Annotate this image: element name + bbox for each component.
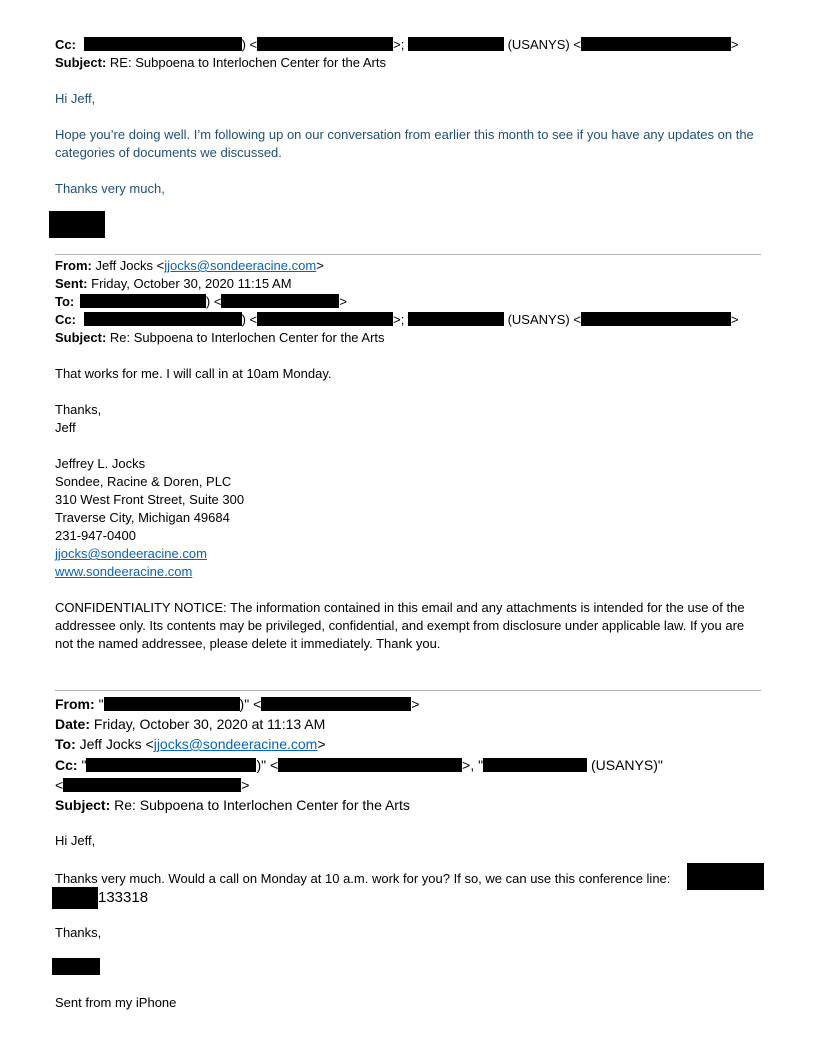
punct: > — [730, 37, 739, 52]
email1-cc-line — [55, 36, 739, 54]
punct: ) < — [241, 312, 258, 327]
sent-label: Sent: — [55, 276, 88, 291]
email3-to-line — [55, 734, 326, 754]
signature-redaction — [52, 958, 100, 975]
cc-label: Cc: — [55, 37, 76, 52]
punct: < — [569, 37, 581, 52]
email2-from-name: Jeff Jocks — [95, 258, 154, 273]
divider — [55, 690, 761, 691]
email3-subject-line — [55, 795, 410, 815]
punct: )" < — [239, 696, 262, 712]
email2-body: That works for me. I will call in at 10am Monday. — [55, 366, 332, 381]
redaction — [257, 312, 393, 326]
punct: >; — [393, 37, 408, 52]
email1-body: Hope you’re doing well. I’m following up on our conversation from earlier this month to see if you have any updates on the categories of documents we discussed. — [55, 127, 754, 160]
to-label: To: — [55, 294, 75, 309]
email3-cc-line — [55, 755, 663, 775]
cc-usanys: (USANYS) — [507, 312, 570, 327]
email3-to-name: Jeff Jocks — [79, 736, 142, 752]
email2-from-email-link[interactable]: jjocks@sondeeracine.com — [164, 258, 317, 273]
signature-address1: 310 West Front Street, Suite 300 — [55, 492, 245, 507]
conference-code-redaction — [52, 887, 98, 909]
email2-sent: Friday, October 30, 2020 11:15 AM — [91, 276, 292, 291]
conference-line-redaction — [687, 863, 764, 890]
email2-subject: Re: Subpoena to Interlochen Center for the Arts — [109, 330, 385, 345]
divider — [55, 254, 761, 255]
redaction — [261, 697, 411, 711]
email3-sent-from: Sent from my iPhone — [55, 995, 177, 1010]
punct: > — [411, 696, 420, 712]
email1-greeting: Hi Jeff, — [55, 91, 96, 106]
date-label: Date: — [55, 716, 91, 732]
punct: > — [339, 294, 348, 309]
redaction — [86, 758, 256, 772]
email2-subject-line — [55, 329, 385, 347]
punct: ) < — [205, 294, 222, 309]
cc-label: Cc: — [55, 757, 78, 773]
punct: >, " — [462, 757, 484, 773]
signature-redaction — [49, 211, 105, 238]
email2-sign: Jeff — [55, 420, 76, 435]
email3-to-email-link[interactable]: jjocks@sondeeracine.com — [153, 736, 318, 752]
redaction — [84, 37, 242, 51]
email3-from-line — [55, 694, 419, 714]
email3-date: Friday, October 30, 2020 at 11:13 AM — [93, 716, 326, 732]
email2-to-line — [55, 293, 347, 311]
email2-sent-line — [55, 275, 292, 293]
punct: " — [98, 696, 104, 712]
punct: ) < — [241, 37, 258, 52]
to-label: To: — [55, 736, 76, 752]
subject-label: Subject: — [55, 55, 107, 70]
redaction — [84, 312, 242, 326]
subject-label: Subject: — [55, 330, 107, 345]
email3-body: Thanks very much. Would a call on Monday at 10 a.m. work for you? If so, we can use this conference line: — [55, 871, 671, 886]
email3-greeting: Hi Jeff, — [55, 833, 96, 848]
conference-code-suffix: 133318 — [98, 889, 149, 906]
email1-subject-line — [55, 54, 386, 72]
redaction — [581, 37, 731, 51]
redaction — [278, 758, 462, 772]
punct: >; — [393, 312, 408, 327]
email3-date-line — [55, 714, 325, 734]
punct: > — [730, 312, 739, 327]
from-label: From: — [55, 696, 95, 712]
redaction — [581, 312, 731, 326]
punct: > — [316, 258, 324, 273]
redaction — [63, 778, 241, 792]
signature-website[interactable]: www.sondeeracine.com — [55, 564, 193, 579]
punct: < — [569, 312, 581, 327]
cc-usanys: (USANYS) — [507, 37, 570, 52]
punct: > — [241, 777, 250, 793]
punct: )" < — [256, 757, 279, 773]
redaction — [257, 37, 393, 51]
email1-closing: Thanks very much, — [55, 181, 165, 196]
signature-website-link[interactable] — [55, 563, 192, 581]
cc-usanys: (USANYS)" — [590, 757, 663, 773]
punct: " — [81, 757, 87, 773]
from-label: From: — [55, 258, 92, 273]
redaction — [80, 294, 206, 308]
email1-subject: RE: Subpoena to Interlochen Center for the Arts — [109, 55, 386, 70]
signature-email[interactable]: jjocks@sondeeracine.com — [55, 546, 207, 561]
email2-from-line — [55, 257, 324, 275]
punct: > — [317, 736, 326, 752]
signature-firm: Sondee, Racine & Doren, PLC — [55, 474, 232, 489]
redaction — [221, 294, 339, 308]
email3-subject: Re: Subpoena to Interlochen Center for the Arts — [114, 797, 410, 813]
punct: < — [55, 777, 64, 793]
email3-cc-line-2 — [55, 775, 249, 795]
cc-label: Cc: — [55, 312, 76, 327]
email2-cc-line — [55, 311, 739, 329]
redaction — [104, 697, 240, 711]
signature-name: Jeffrey L. Jocks — [55, 456, 146, 471]
email3-thanks: Thanks, — [55, 925, 102, 940]
redaction — [483, 758, 587, 772]
email2-thanks: Thanks, — [55, 402, 102, 417]
subject-label: Subject: — [55, 797, 111, 813]
punct: < — [141, 736, 154, 752]
redaction — [408, 312, 504, 326]
redaction — [408, 37, 504, 51]
confidentiality-notice: CONFIDENTIALITY NOTICE: The information contained in this email and any attachments is intended for the use of the addressee only. Its contents may be privileged, confidential, and exempt from disclosure under applicable law. If you are not the named addressee, please delete it immediately. Thank you. — [55, 600, 745, 651]
punct: < — [153, 258, 165, 273]
signature-email-link[interactable] — [55, 545, 207, 563]
signature-address2: Traverse City, Michigan 49684 — [55, 510, 230, 525]
signature-phone: 231-947-0400 — [55, 528, 136, 543]
